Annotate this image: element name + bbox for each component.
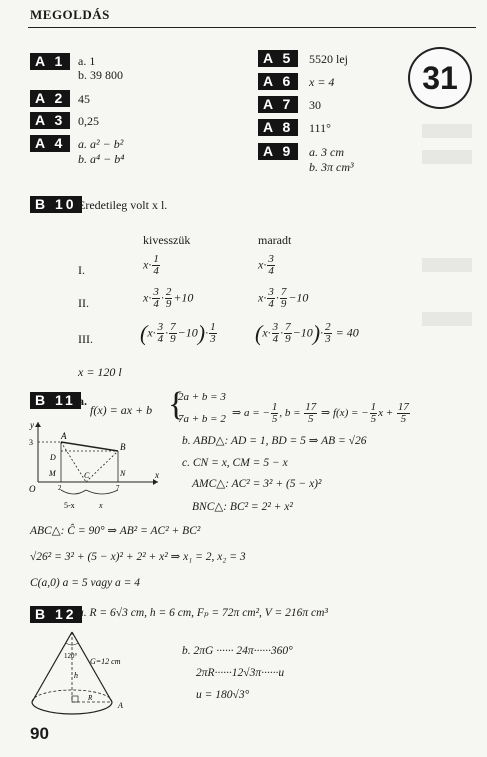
answer-a3: 0,25 xyxy=(78,114,99,128)
b10-row3-label: III. xyxy=(78,332,93,346)
label-o: O xyxy=(29,484,36,494)
b12-part-a: a. R = 6√3 cm, h = 6 cm, Fₚ = 72π cm², V = 216π cm³ xyxy=(78,607,328,619)
label-seg-x: x xyxy=(99,501,103,510)
b10-row1-col2: x· $\frac{3}{4}$ xyxy=(258,253,274,277)
bleed-mark xyxy=(422,258,472,272)
b12-cone-diagram xyxy=(28,628,168,718)
answer-a7: 30 xyxy=(309,98,321,112)
label-c: C xyxy=(84,471,90,480)
b12-part-b2: 2πR······12√3π······u xyxy=(196,667,285,679)
label-cone-a: A xyxy=(118,701,123,710)
label-d: D xyxy=(50,453,56,462)
section-title: MEGOLDÁS xyxy=(30,7,110,22)
answer-a4-a: a. a² − b² xyxy=(78,137,124,151)
tag-b10: B 10 xyxy=(30,196,82,213)
b10-row2-col2-tail: −10 xyxy=(288,290,309,305)
b10-intro: Eredetileg volt x l. xyxy=(78,198,168,212)
label-b: B xyxy=(120,442,126,452)
b11-part-c1: c. CN = x, CM = 5 − x xyxy=(182,457,288,469)
label-x7: 7 xyxy=(116,484,120,492)
answer-a1-b: b. 39 800 xyxy=(78,68,123,82)
answer-a6: x = 4 xyxy=(309,75,335,89)
tag-a5: A 5 xyxy=(258,50,298,67)
bleed-mark xyxy=(422,124,472,138)
b10-row1-col1: x· $\frac{1}{4}$ xyxy=(143,253,159,277)
right-angle-mark xyxy=(72,696,78,702)
tag-b12: B 12 xyxy=(30,606,82,623)
tag-a3: A 3 xyxy=(30,112,70,129)
b10-row3-col2: (x· $\frac{3}{4}$ · $\frac{7}{9}$ −10)· $\frac{2}{3}$ = 40 xyxy=(255,320,359,346)
label-h: h xyxy=(74,671,78,680)
tag-a4: A 4 xyxy=(30,135,70,152)
tag-a9: A 9 xyxy=(258,143,298,160)
chapter-badge xyxy=(408,47,472,109)
b10-result: x = 120 l xyxy=(78,365,122,379)
segment-ac xyxy=(61,442,86,482)
b10-row2-col2: x· $\frac{3}{4}$ · $\frac{7}{9}$ −10 xyxy=(258,286,309,310)
b11-graph xyxy=(28,420,178,520)
b10-row2-col1: x· $\frac{3}{4}$ · $\frac{2}{9}$ +10 xyxy=(143,286,194,310)
b10-col2-header: maradt xyxy=(258,233,292,247)
tag-b11: B 11 xyxy=(30,392,81,409)
b11-part-c2: AMC△: AC² = 3² + (5 − x)² xyxy=(192,478,322,490)
tag-a1: A 1 xyxy=(30,53,70,70)
answer-a4-b: b. a⁴ − b⁴ xyxy=(78,152,125,166)
label-x: x xyxy=(155,470,159,480)
b10-col1-header: kivesszük xyxy=(143,233,191,247)
answer-a5: 5520 lej xyxy=(309,52,348,66)
b11-solution: ⇒ a = − $\frac{1}{5}$ , b = $\frac{17}{5}$ ⇒ f(x) = − $\frac{1}{5}$ x + $\frac{17}{5}$ xyxy=(232,401,409,425)
b10-row3-col1: (x· $\frac{3}{4}$ · $\frac{7}{9}$ −10)· $\frac{1}{3}$ xyxy=(140,320,216,346)
line-ab xyxy=(61,442,118,451)
b11-system-1: 2a + b = 3 xyxy=(178,391,226,403)
b12-part-b3: u = 180√3° xyxy=(196,689,250,701)
header-divider xyxy=(28,27,476,28)
chapter-number: 31 xyxy=(422,59,458,96)
answer-a2: 45 xyxy=(78,92,90,106)
answer-a9-b: b. 3π cm³ xyxy=(309,160,354,174)
cone-side-left xyxy=(32,632,72,702)
b10-row2-label: II. xyxy=(78,296,89,310)
b12-part-b1: b. 2πG ······ 24π······360° xyxy=(182,645,293,657)
label-g: G=12 cm xyxy=(90,657,121,666)
label-x2: 2 xyxy=(58,484,62,492)
bleed-mark xyxy=(422,150,472,164)
label-y3: 3 xyxy=(29,438,33,447)
b11-line2: √26² = 3² + (5 − x)² + 2² + x² ⇒ x₁ = 2, x₂ = 3 xyxy=(30,551,246,563)
tag-a7: A 7 xyxy=(258,96,298,113)
brace-5-x xyxy=(61,490,86,494)
label-n: N xyxy=(120,469,126,478)
label-m: M xyxy=(49,469,56,478)
label-y: y xyxy=(30,420,34,430)
label-a: A xyxy=(61,431,67,441)
answer-a8: 111° xyxy=(309,121,331,135)
b11-part-a-label: a. xyxy=(78,394,87,408)
b11-part-c3: BNC△: BC² = 2² + x² xyxy=(192,501,293,513)
answer-a9-a: a. 3 cm xyxy=(309,145,344,159)
tag-a6: A 6 xyxy=(258,73,298,90)
tag-a8: A 8 xyxy=(258,119,298,136)
label-5-x: 5-x xyxy=(64,501,75,510)
brace-x xyxy=(86,490,118,494)
y-axis-arrow-icon xyxy=(35,422,41,427)
cone-base-front xyxy=(32,702,112,714)
b11-line3: C(a,0) a = 5 vagy a = 4 xyxy=(30,577,141,589)
system-brace: { xyxy=(168,386,185,423)
b11-system-2: 7a + b = 2 xyxy=(178,413,226,425)
page-number: 90 xyxy=(30,724,49,743)
answer-a1-a: a. 1 xyxy=(78,54,96,68)
segment-cb xyxy=(86,451,118,482)
cone-side-right xyxy=(72,632,112,702)
tag-a2: A 2 xyxy=(30,90,70,107)
label-r: R xyxy=(88,694,93,702)
bleed-mark xyxy=(422,312,472,326)
b10-row1-label: I. xyxy=(78,263,85,277)
b10-row2-col1-tail: +10 xyxy=(173,290,194,305)
label-120: 120° xyxy=(64,652,78,660)
b11-fx: f(x) = ax + b xyxy=(90,403,153,417)
b11-line1: ABC△: Ĉ = 90° ⇒ AB² = AC² + BC² xyxy=(30,525,201,537)
b11-part-b: b. ABD△: AD = 1, BD = 5 ⇒ AB = √26 xyxy=(182,435,367,447)
